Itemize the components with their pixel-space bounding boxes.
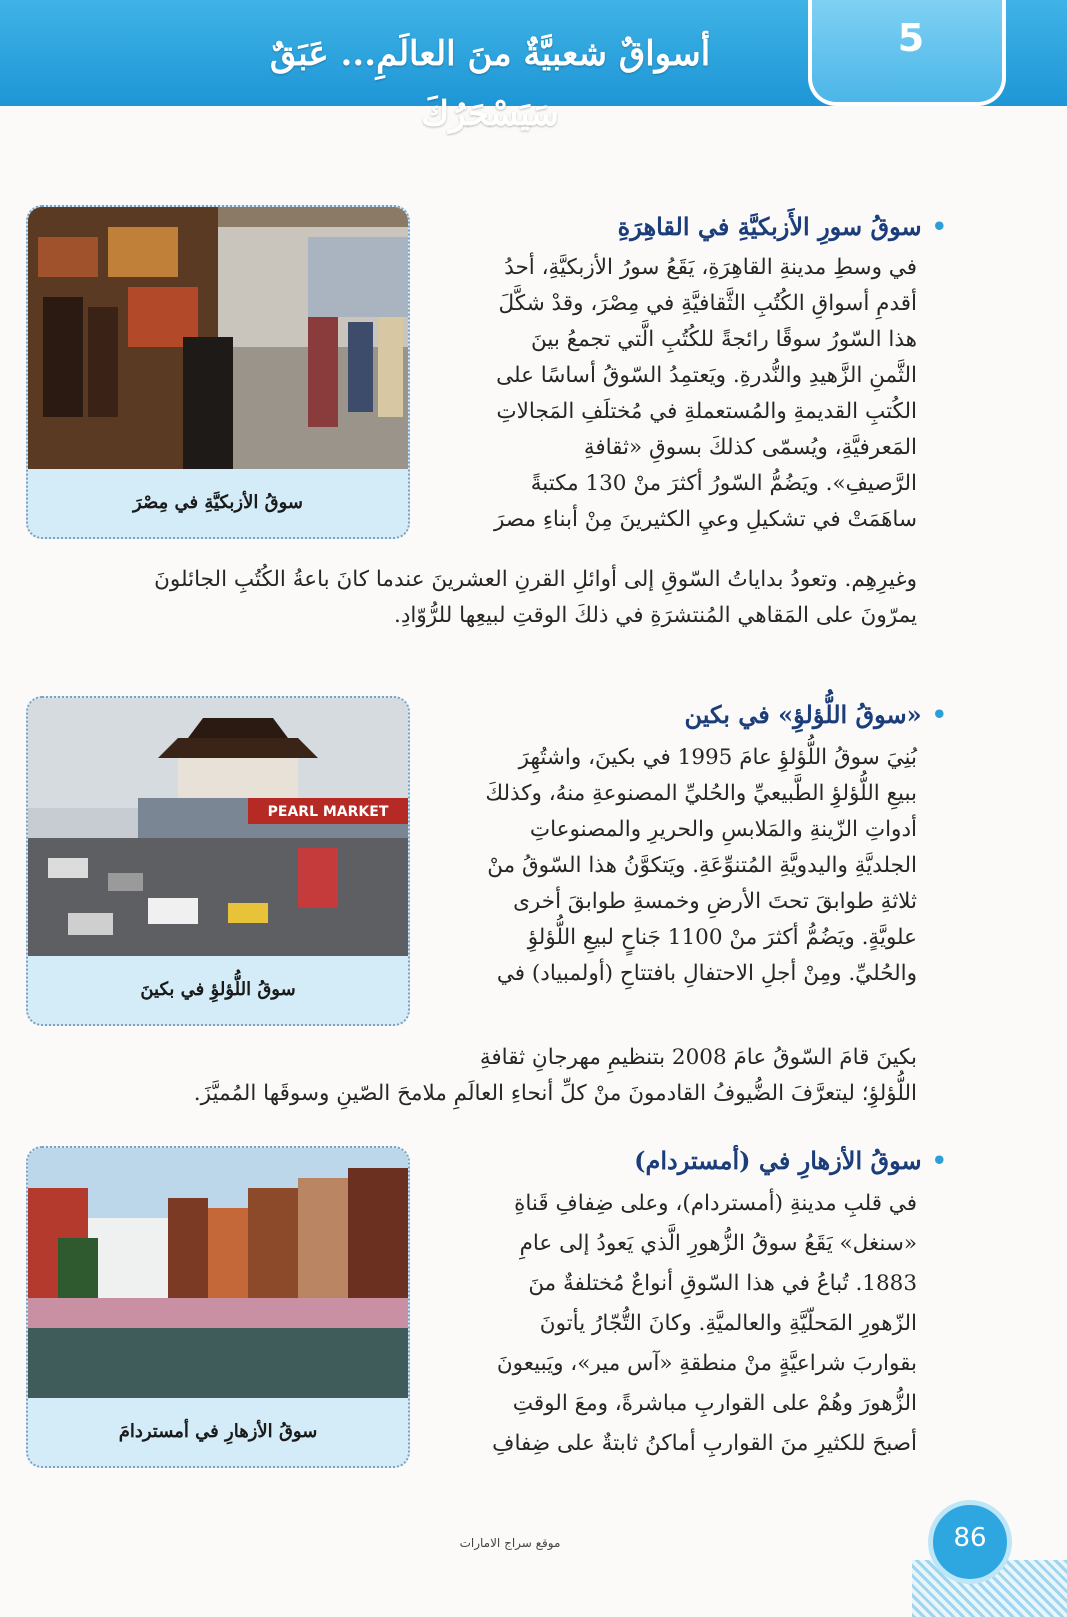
text-line: ثلاثةِ طوابقَ تحتَ الأرضِ وخمسةِ طوابقَ أخرى	[513, 889, 917, 914]
heading-text: سوقُ الأزهارِ في (أمستردام)	[634, 1146, 922, 1175]
photo-azbakeya-market	[28, 207, 408, 473]
section-heading-azbakeya	[618, 212, 947, 241]
text-line: أصبحَ للكثيرِ منَ القواربِ أماكنُ ثابتةٌ على ضِفافِ	[492, 1431, 917, 1456]
photo-caption-pearl-market: سوقُ اللُّؤلؤِ في بكينَ	[28, 956, 408, 1024]
text-line: ساهَمَتْ في تشكيلِ وعيِ الكثيرينَ مِنْ أبناءِ مصرَ	[493, 507, 917, 532]
bullet-icon: •	[931, 212, 947, 241]
heading-text: سوقُ سورِ الأَزبكيَّةِ في القاهِرَةِ	[617, 212, 922, 241]
text-line: ببيعِ اللُّؤلؤِ الطَّبيعيِّ والحُليِّ المصنوعةِ منهُ، وكذلكَ	[485, 781, 917, 806]
unit-number: 5	[897, 16, 925, 60]
section-heading-pearl-market	[685, 700, 948, 729]
text-line: في وسطِ مدينةِ القاهِرَةِ، يَقَعُ سورُ الأزبكيَّةِ، أحدُ	[504, 255, 917, 280]
footer-site-name: موقع سراج الامارات	[459, 1536, 561, 1550]
text-line: الزُّهورَ وهُمْ على القواربِ مباشرةً، ومعَ الوقتِ	[512, 1391, 917, 1416]
photo-caption-amsterdam: سوقُ الأزهارِ في أمستردامَ	[28, 1398, 408, 1466]
text-line: بقواربَ شراعيَّةٍ منْ منطقةِ «آس مير»، ويَبيعونَ	[496, 1351, 917, 1376]
page-number-badge	[928, 1500, 1012, 1584]
page-number: 86	[953, 1523, 987, 1553]
text-line: الجلديَّةِ واليدويَّةِ المُتنوِّعَةِ. ويَتكوَّنُ هذا السّوقُ منْ	[487, 853, 917, 878]
text-line: اللُّؤلؤِ؛ ليتعرَّفَ الضُّيوفُ القادمونَ منْ كلِّ أنحاءِ العالَمِ ملامحَ الصّينِ وسوقَها المُميَّزَ.	[193, 1081, 917, 1106]
text-line: يمرّونَ على المَقاهي المُنتشرَةِ في ذلكَ الوقتِ لبيعِها للرُّوّادِ.	[394, 603, 917, 628]
section-heading-amsterdam	[634, 1146, 947, 1175]
text-line: والحُليِّ. ومِنْ أجلِ الاحتفالِ بافتتاحِ (أولمبياد) في	[496, 961, 917, 986]
text-line: 1883. تُباعُ في هذا السّوقِ أنواعٌ مُختلفةٌ منَ	[528, 1271, 917, 1296]
photo-card-amsterdam	[26, 1146, 410, 1468]
heading-text: «سوقُ اللُّؤلؤِ» في بكين	[684, 700, 922, 729]
text-line: أقدمِ أسواقِ الكُتُبِ الثَّقافيَّةِ في مِصْرَ، وقدْ شكَّلَ	[498, 291, 917, 316]
bullet-icon: •	[931, 1146, 947, 1175]
photo-card-azbakeya	[26, 205, 410, 539]
text-line: «سنغل» يَقَعُ سوقُ الزُّهورِ الَّذي يَعودُ إلى عامِ	[519, 1231, 917, 1256]
unit-number-tab	[808, 0, 1006, 106]
photo-card-pearl-market	[26, 696, 410, 1026]
text-line: هذا السّورُ سوقًا رائجةً للكُتُبِ الَّتي تجمعُ بينَ	[531, 327, 917, 352]
text-line: أدواتِ الزّينةِ والمَلابسِ والحريرِ والمصنوعاتِ	[529, 817, 917, 842]
photo-pearl-market	[28, 698, 408, 960]
text-line: بكينَ قامَ السّوقُ عامَ 2008 بتنظيمِ مهرجانِ ثقافةِ	[479, 1045, 917, 1070]
text-line: بُنِيَ سوقُ اللُّؤلؤِ عامَ 1995 في بكينَ، واشتُهِرَ	[518, 745, 917, 770]
text-line: الثَّمنِ الزَّهيدِ والنُّدرةِ. ويَعتمِدُ السّوقُ أساسًا على	[496, 363, 917, 388]
text-line: علويَّةٍ. ويَضُمُّ أكثرَ منْ 1100 جَناحٍ لبيعِ اللُّؤلؤِ	[527, 925, 917, 950]
photo-caption-azbakeya: سوقُ الأزبكيَّةِ في مِصْرَ	[28, 469, 408, 537]
text-line: وغيرِهِم. وتعودُ بداياتُ السّوقِ إلى أوائلِ القرنِ العشرينَ عندما كانَ باعةُ الكُتُبِ الجائلونَ	[154, 567, 917, 592]
text-line: الرَّصيفِ». ويَضُمُّ السّورُ أكثرَ منْ 130 مكتبةً	[530, 471, 917, 496]
bullet-icon: •	[931, 700, 947, 729]
pearl-market-sign: PEARL MARKET	[267, 804, 389, 820]
text-line: الكُتبِ القديمةِ والمُستعملةِ في مُختلَفِ المَجالاتِ	[496, 399, 917, 424]
unit-title: أسواقٌ شعبيَّةٌ منَ العالَمِ... عَبَقٌ سَيَسْحَرُكَ	[269, 34, 711, 134]
text-line: المَعرفيَّةِ، ويُسمّى كذلكَ بسوقِ «ثقافةِ	[583, 435, 917, 460]
text-line: في قلبِ مدينةِ (أمستردام)، وعلى ضِفافِ قَناةِ	[514, 1191, 917, 1216]
text-line: الزّهورِ المَحلّيَّةِ والعالميَّةِ. وكانَ التُّجّارُ يأتونَ	[539, 1311, 917, 1336]
photo-amsterdam-flower-market	[28, 1148, 408, 1402]
header-band	[0, 0, 1067, 134]
